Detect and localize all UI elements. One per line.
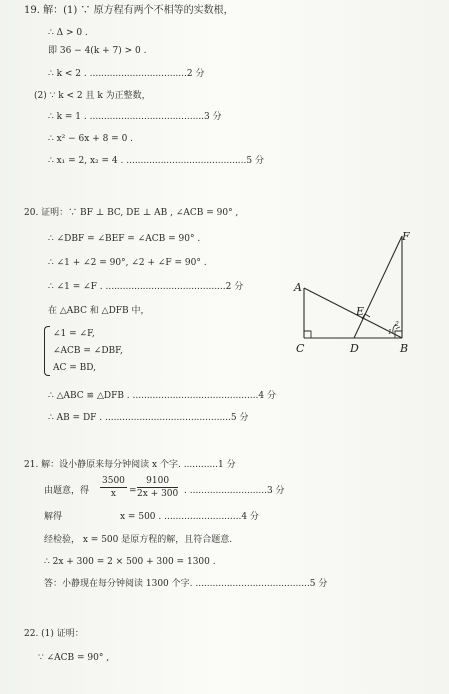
- q19-line: (2) ∵ k < 2 且 k 为正整数，: [34, 91, 151, 101]
- q19-header: 19. 解：(1) ∵ 原方程有两个不相等的实数根，: [24, 5, 234, 16]
- q20-line: 在 △ABC 和 △DFB 中，: [48, 306, 150, 316]
- system-brace: [44, 326, 50, 376]
- fraction-right-denominator: 2x + 300: [137, 489, 179, 499]
- q20-system-line: ∠1 = ∠F,: [53, 329, 95, 339]
- q20-line: ∴ ∠DBF = ∠BEF = ∠ACB = 90° .: [48, 234, 201, 244]
- q21-header: 21. 解：设小静原来每分钟阅读 x 个字. ............1 分: [24, 460, 236, 470]
- q19-line: ∴ k < 2 . ..................................2 分: [48, 69, 205, 79]
- label-a: A: [294, 281, 302, 294]
- q19-line: ∴ x₁ = 2, x₂ = 4 . ..........................................5 分: [48, 156, 264, 166]
- label-f: F: [402, 230, 410, 243]
- q21-line: 经检验， x = 500 是原方程的解，且符合题意.: [44, 535, 233, 545]
- fraction-right-numerator: 9100: [137, 477, 178, 488]
- equals-sign: =: [129, 486, 137, 496]
- fraction-left-numerator: 3500: [102, 476, 125, 486]
- q20-line: ∴ ∠1 + ∠2 = 90°, ∠2 + ∠F = 90° .: [48, 258, 207, 268]
- q21-given-label: 由题意，得: [44, 486, 90, 496]
- q21-solve-label: 解得: [44, 512, 63, 522]
- q19-line: ∴ k = 1 . ........................................3 分: [48, 112, 222, 122]
- geometry-figure: [292, 228, 432, 360]
- fraction-right: [137, 477, 178, 499]
- q22-header: 22. (1) 证明：: [24, 629, 84, 639]
- label-e: E: [356, 305, 365, 318]
- q20-system-line: ∠ACB = ∠DBF,: [53, 346, 123, 356]
- q20-line: ∴ ∠1 = ∠F . ..........................................2 分: [48, 282, 244, 292]
- label-b: B: [400, 342, 409, 355]
- q21-answer: 答：小静现在每分钟阅读 1300 个字. ........................................5 分: [44, 579, 328, 589]
- fraction-left-denominator: x: [110, 489, 116, 499]
- q21-solve-line: x = 500 . ...........................4 分: [120, 512, 259, 522]
- q19-line: ∴ x² − 6x + 8 = 0 .: [48, 134, 134, 144]
- q20-line: ∴ AB = DF . ............................................5 分: [48, 413, 249, 423]
- label-angle-2: 2: [395, 321, 399, 328]
- label-d: D: [350, 342, 359, 355]
- label-c: C: [296, 342, 305, 355]
- q19-line: ∴ Δ > 0 .: [48, 28, 88, 38]
- right-angle-c: [304, 331, 311, 338]
- q20-header: 20. 证明：∵ BF ⊥ BC, DE ⊥ AB , ∠ACB = 90° ,: [24, 208, 239, 218]
- fraction-left: [100, 477, 127, 499]
- q22-line: ∵ ∠ACB = 90° ,: [38, 653, 110, 663]
- q21-line: ∴ 2x + 300 = 2 × 500 + 300 = 1300 .: [44, 557, 216, 567]
- q21-given-suffix: . ...........................3 分: [184, 486, 285, 496]
- q20-system-line: AC = BD,: [53, 363, 97, 373]
- q19-line: 即 36 − 4(k + 7) > 0 .: [48, 46, 147, 56]
- label-angle-1: 1: [388, 329, 392, 336]
- q20-line: ∴ △ABC ≌ △DFB . ............................................4 分: [48, 391, 276, 401]
